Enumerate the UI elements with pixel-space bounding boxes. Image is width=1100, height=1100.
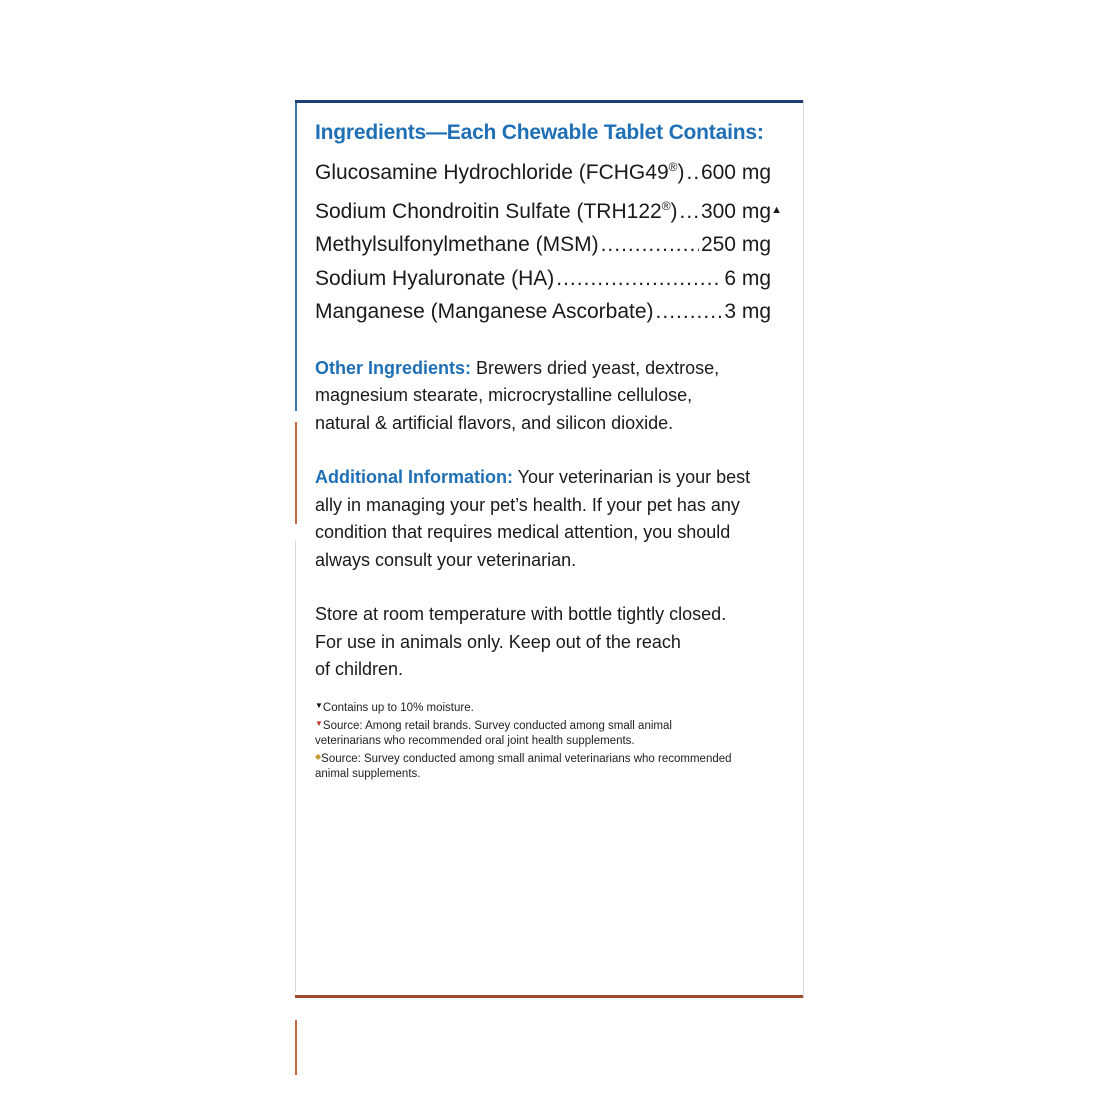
leader-dots: [601, 228, 699, 262]
registered-mark: ®: [668, 160, 678, 174]
other-ingredients-paragraph: [315, 355, 745, 438]
ingredient-name: Glucosamine Hydrochloride (FCHG49®): [315, 160, 685, 184]
label-panel: [295, 100, 804, 998]
ingredient-amount: 250 mg: [700, 233, 771, 256]
additional-information-paragraph: [315, 464, 770, 574]
diamond-icon: ◆: [315, 752, 322, 762]
additional-information-text: Your veterinarian is your best ally in managing your pet’s health. If your pet has any condition that requires medical attention, you should always consult your veterinarian.: [315, 467, 751, 570]
leader-dots: [686, 156, 698, 190]
ingredient-name: Sodium Chondroitin Sulfate (TRH122®): [315, 198, 678, 223]
triangle-up-icon: ▲: [771, 203, 782, 216]
triangle-down-icon: ▼: [315, 700, 323, 710]
ingredient-row: [315, 228, 771, 262]
other-ingredients-text: Brewers dried yeast, dextrose, magnesium stearate, microcrystalline cellulose, natural & artificial flavors, and silicon dioxide.: [315, 357, 720, 433]
left-edge-bottom-stripe: [295, 1020, 297, 1075]
ingredients-heading: Ingredients—Each Chewable Tablet Contains:: [315, 121, 764, 144]
ingredient-amount: 300 mg: [700, 199, 771, 223]
left-edge-blue-stripe: [295, 103, 297, 411]
ingredient-row: [315, 151, 771, 190]
footnote-item: ▼Contains up to 10% moisture.: [315, 700, 474, 714]
additional-information-label: Additional Information:: [315, 467, 513, 487]
ingredient-amount: 600 mg: [700, 161, 771, 184]
ingredient-row: [315, 295, 771, 329]
storage-paragraph: [315, 601, 770, 684]
storage-line-1: Store at room temperature with bottle tightly closed.: [315, 604, 727, 624]
leader-dots: [680, 195, 699, 229]
ingredient-row: [315, 262, 771, 296]
ingredient-name: Manganese (Manganese Ascorbate): [315, 300, 654, 323]
footnote-item: ▼Source: Among retail brands. Survey conducted among small animal veterinarians who recommended oral joint health supplements.: [315, 718, 672, 747]
ingredient-amount: 3 mg: [724, 300, 771, 323]
label-content: [315, 118, 785, 783]
triangle-down-red-icon: ▼: [315, 718, 323, 728]
storage-line-3: of children.: [315, 659, 404, 679]
other-ingredients-label: Other Ingredients:: [315, 357, 472, 378]
left-edge-orange-stripe: [295, 422, 297, 524]
registered-mark: ®: [661, 198, 671, 213]
top-border-rule: [295, 100, 803, 103]
footnotes: [315, 698, 735, 783]
ingredient-name: Sodium Hyaluronate (HA): [315, 266, 555, 290]
ingredient-row: [315, 190, 782, 229]
leader-dots: [556, 262, 722, 296]
leader-dots: [656, 295, 723, 329]
ingredient-name: Methylsulfonylmethane (MSM): [315, 233, 599, 256]
ingredient-amount: 6 mg: [724, 266, 771, 290]
footnote-item: ◆Source: Survey conducted among small animal veterinarians who recommended animal supplements.: [315, 752, 732, 781]
bottom-border-rule: [295, 995, 803, 998]
ingredients-list: [315, 151, 785, 329]
storage-line-2: For use in animals only. Keep out of the reach: [315, 631, 681, 652]
left-edge-faint-stripe: [295, 540, 296, 992]
